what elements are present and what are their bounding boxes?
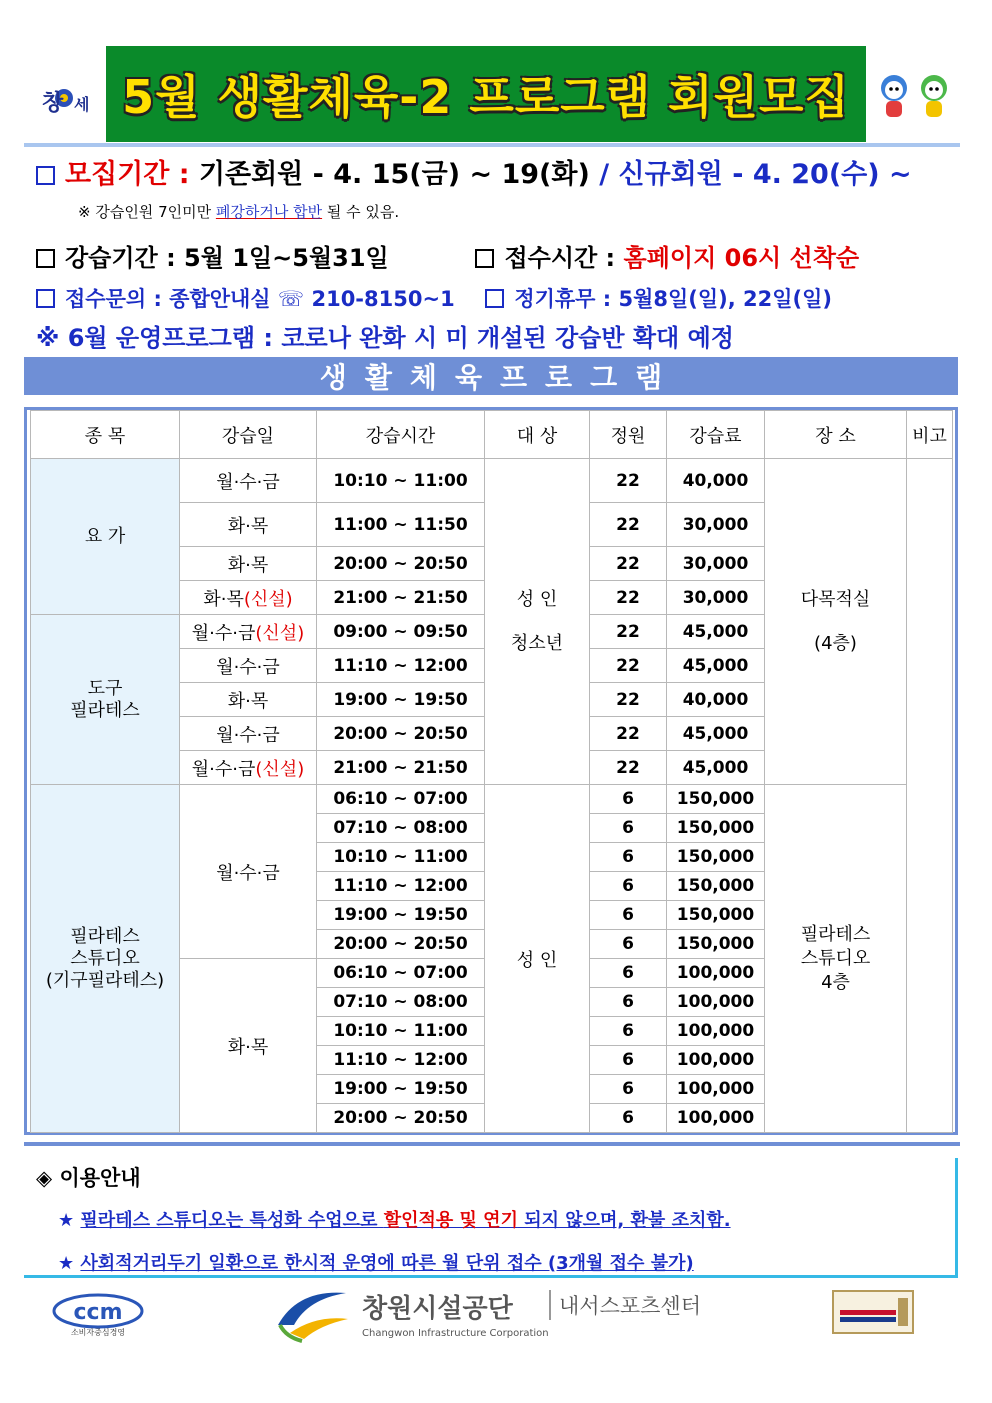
table-header-row: [31, 411, 953, 459]
checkbox-square-icon: [36, 249, 55, 268]
usage-item: ★ 필라테스 스튜디오는 특성화 수업으로 할인적용 및 연기 되지 않으며, 환불 조치함.: [58, 1210, 731, 1231]
checkbox-square-icon: [36, 166, 55, 185]
new-badge: (신설): [243, 588, 293, 610]
period-label: 모집기간 :: [65, 159, 190, 190]
table-row: 19:00 ~ 19:50 6 150,000: [31, 901, 953, 930]
reception-label: 접수시간 :: [504, 244, 616, 272]
new-badge: (신설): [255, 758, 305, 780]
corp-english-name: Changwon Infrastructure Corporation: [362, 1328, 549, 1339]
place-pilates-studio: 필라테스 스튜디오 4층: [765, 785, 907, 1133]
table-row: 도구 필라테스 월·수·금(신설) 09:00 ~ 09:50 22 45,000: [31, 615, 953, 649]
usage-title: ◈ 이용안내: [36, 1166, 141, 1190]
category-yoga: 요 가: [31, 459, 180, 615]
table-row: 화·목 06:10 ~ 07:00 6 100,000: [31, 959, 953, 988]
table-row: 19:00 ~ 19:50 6 100,000: [31, 1075, 953, 1104]
table-row: 화·목 20:00 ~ 20:50 22 30,000: [31, 547, 953, 581]
svg-text:창: 창: [42, 91, 64, 116]
center-name: 내서스포츠센터: [549, 1290, 701, 1320]
svg-text:세: 세: [74, 95, 90, 114]
place-multipurpose: 다목적실 (4층): [765, 459, 907, 785]
corp-name: 창원시설공단: [362, 1294, 513, 1324]
mascot-characters-icon: [870, 68, 960, 124]
period-new: 신규회원 - 4. 20(수) ~: [618, 159, 912, 190]
certification-badge-icon: [832, 1290, 914, 1334]
target-adult-youth: 성 인 청소년: [485, 459, 590, 785]
min-enrollment-note: ※ 강습인원 7인미만 폐강하거나 합반 될 수 있음.: [78, 203, 400, 221]
table-row: 11:10 ~ 12:00 6 150,000: [31, 872, 953, 901]
class-period: [36, 238, 859, 273]
recruit-period: [36, 152, 912, 191]
header-divider: [24, 143, 960, 147]
checkbox-square-icon: [485, 289, 504, 308]
table-row: 월·수·금 20:00 ~ 20:50 22 45,000: [31, 717, 953, 751]
corp-swoosh-logo-icon: [268, 1285, 358, 1347]
col-header: 정원: [590, 411, 667, 459]
table-row: 20:00 ~ 20:50 6 100,000: [31, 1104, 953, 1133]
usage-item: ★ 사회적거리두기 일환으로 한시적 운영에 따른 월 단위 접수 (3개월 접수 불가): [58, 1253, 694, 1274]
ccm-subtitle: 소비자중심경영: [70, 1328, 126, 1337]
table-row: 07:10 ~ 08:00 6 150,000: [31, 814, 953, 843]
program-table: [30, 410, 953, 1133]
col-header: 비고: [907, 411, 953, 459]
section-title: 생활체육프로그램: [319, 361, 681, 394]
holiday-text: 정기휴무 : 5월8일(일), 22일(일): [514, 287, 833, 311]
table-row: 월·수·금 11:10 ~ 12:00 22 45,000: [31, 649, 953, 683]
period-separator: /: [589, 159, 619, 190]
page-title: 5월 생활체육-2 프로그램 회원모집: [122, 70, 850, 124]
category-pilates-studio: 필라테스 스튜디오 (기구필라테스): [31, 785, 180, 1133]
section-header: [24, 357, 958, 395]
table-row: 11:10 ~ 12:00 6 100,000: [31, 1046, 953, 1075]
table-row: 10:10 ~ 11:00 6 150,000: [31, 843, 953, 872]
checkbox-square-icon: [36, 289, 55, 308]
june-program-note: ※ 6월 운영프로그램 : 코로나 완화 시 미 개설된 강습반 확대 예정: [36, 324, 734, 352]
table-row: 10:10 ~ 11:00 6 100,000: [31, 1017, 953, 1046]
inquiry-line: [36, 283, 832, 313]
table-row: 화·목 11:00 ~ 11:50 22 30,000: [31, 503, 953, 547]
new-badge: (신설): [255, 622, 305, 644]
table-row: 07:10 ~ 08:00 6 100,000: [31, 988, 953, 1017]
remarks-column: [907, 459, 953, 1133]
table-divider: [24, 1142, 960, 1146]
col-header: 강습료: [667, 411, 765, 459]
reception-value: 홈페이지 06시 선착순: [623, 244, 860, 272]
table-row: 화·목(신설) 21:00 ~ 21:50 22 30,000: [31, 581, 953, 615]
checkbox-square-icon: [475, 249, 494, 268]
col-header: 강습시간: [317, 411, 485, 459]
table-row: 필라테스 스튜디오 (기구필라테스) 월·수·금 06:10 ~ 07:00 성 인 6 150,000 필라테스 스튜디오 4층: [31, 785, 953, 814]
city-slogan-logo: [28, 68, 98, 128]
star-icon: ★: [58, 1253, 75, 1274]
inquiry-text: 접수문의 : 종합안내실 ☏ 210-8150~1: [65, 287, 455, 311]
table-row: 20:00 ~ 20:50 6 150,000: [31, 930, 953, 959]
col-header: 종 목: [31, 411, 180, 459]
col-header: 장 소: [765, 411, 907, 459]
term-label: 강습기간 : 5월 1일~5월31일: [65, 244, 389, 272]
table-row: 월·수·금(신설) 21:00 ~ 21:50 22 45,000: [31, 751, 953, 785]
title-banner: [106, 46, 866, 142]
star-icon: ★: [58, 1210, 75, 1231]
table-row: 요 가 월·수·금 10:10 ~ 11:00 성 인 청소년 22 40,000 다목적실 (4층): [31, 459, 953, 503]
period-existing: 기존회원 - 4. 15(금) ~ 19(화): [198, 159, 590, 190]
col-header: 대 상: [485, 411, 590, 459]
category-tool-pilates: 도구 필라테스: [31, 615, 180, 785]
table-row: 화·목 19:00 ~ 19:50 22 40,000: [31, 683, 953, 717]
target-adult: 성 인: [485, 785, 590, 1133]
col-header: 강습일: [180, 411, 317, 459]
svg-text:ccm: ccm: [73, 1300, 123, 1325]
